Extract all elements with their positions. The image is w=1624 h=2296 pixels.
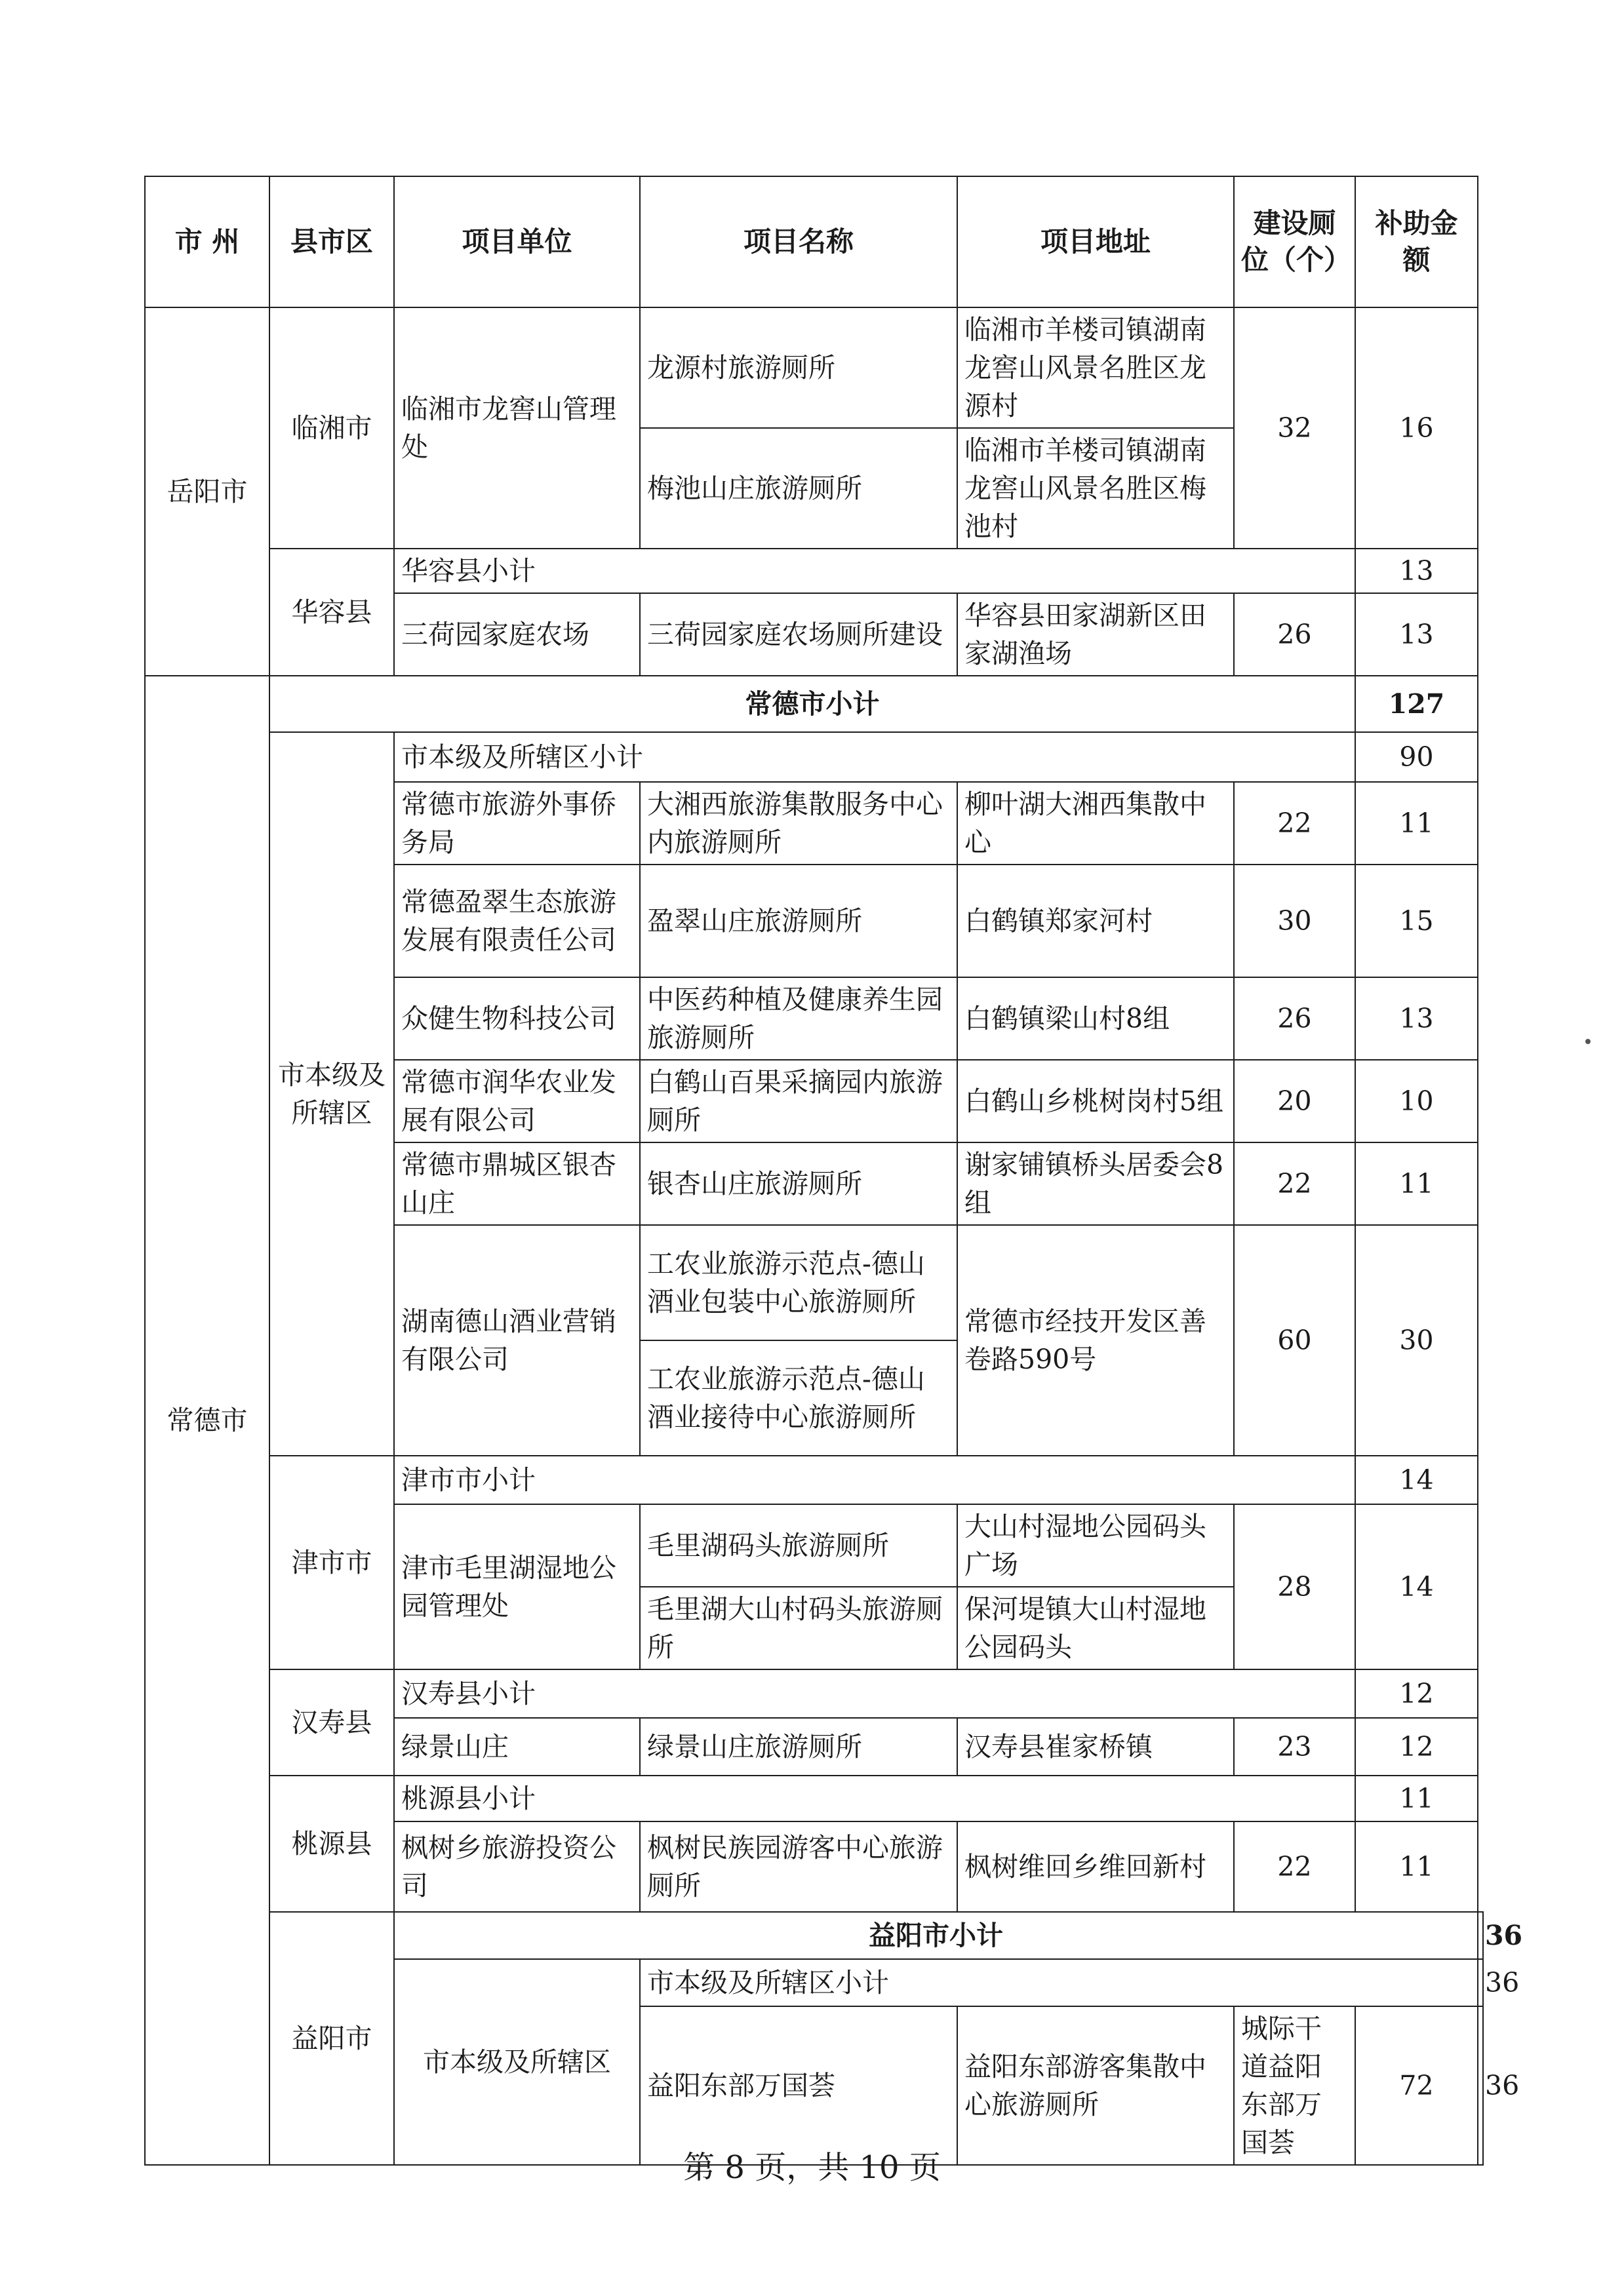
header-amount: 补助金额	[1355, 176, 1478, 307]
page-footer: 第 8 页，共 10 页	[683, 2149, 941, 2186]
subtotal-label: 汉寿县小计	[394, 1669, 1355, 1718]
city-cell: 岳阳市	[145, 307, 269, 676]
county-cell: 华容县	[269, 549, 394, 676]
city-subtotal-label: 常德市小计	[269, 676, 1355, 732]
amount-cell: 16	[1355, 307, 1478, 549]
subtotal-amount: 12	[1355, 1669, 1478, 1718]
unit-cell: 众健生物科技公司	[394, 977, 640, 1060]
unit-cell: 临湘市龙窖山管理处	[394, 307, 640, 549]
amount-cell: 11	[1355, 1821, 1478, 1912]
project-name-cell: 大湘西旅游集散服务中心内旅游厕所	[640, 782, 957, 865]
header-address: 项目地址	[957, 176, 1234, 307]
header-county: 县市区	[269, 176, 394, 307]
subtotal-row	[145, 1456, 1483, 1504]
toilets-cell: 28	[1234, 1504, 1355, 1669]
header-toilets: 建设厕位（个）	[1234, 176, 1355, 307]
address-cell: 白鹤山乡桃树岗村5组	[957, 1060, 1234, 1142]
unit-cell: 三荷园家庭农场	[394, 593, 640, 676]
subtotal-amount: 90	[1355, 732, 1478, 782]
toilets-cell: 23	[1234, 1718, 1355, 1776]
unit-cell: 津市毛里湖湿地公园管理处	[394, 1504, 640, 1669]
county-cell: 桃源县	[269, 1776, 394, 1912]
toilet-subsidy-table	[144, 176, 1523, 2166]
unit-cell: 常德市旅游外事侨务局	[394, 782, 640, 865]
subtotal-row	[145, 549, 1483, 593]
toilets-cell: 26	[1234, 977, 1355, 1060]
toilets-cell: 30	[1234, 865, 1355, 977]
project-name-cell: 银杏山庄旅游厕所	[640, 1142, 957, 1225]
subtotal-amount: 36	[1478, 1959, 1483, 2006]
amount-cell: 10	[1355, 1060, 1478, 1142]
project-name-cell: 盈翠山庄旅游厕所	[640, 865, 957, 977]
subtotal-amount: 13	[1355, 549, 1478, 593]
address-cell: 临湘市羊楼司镇湖南龙窖山风景名胜区梅池村	[957, 428, 1234, 549]
address-cell: 保河堤镇大山村湿地公园码头	[957, 1587, 1234, 1669]
county-cell: 临湘市	[269, 307, 394, 549]
amount-cell: 36	[1478, 2006, 1483, 2165]
county-cell: 汉寿县	[269, 1669, 394, 1776]
address-cell: 华容县田家湖新区田家湖渔场	[957, 593, 1234, 676]
amount-cell: 30	[1355, 1225, 1478, 1456]
toilets-cell: 60	[1234, 1225, 1355, 1456]
address-cell: 白鹤镇郑家河村	[957, 865, 1234, 977]
toilets-cell: 32	[1234, 307, 1355, 549]
subtotal-label: 市本级及所辖区小计	[640, 1959, 1478, 2006]
table-row	[145, 307, 1483, 428]
subtotal-row	[145, 1776, 1483, 1821]
toilets-cell: 26	[1234, 593, 1355, 676]
county-cell: 市本级及所辖区	[269, 732, 394, 1456]
county-cell: 津市市	[269, 1456, 394, 1669]
toilets-cell: 22	[1234, 782, 1355, 865]
unit-cell: 益阳东部万国荟	[640, 2006, 957, 2165]
unit-cell: 常德市润华农业发展有限公司	[394, 1060, 640, 1142]
amount-cell: 15	[1355, 865, 1478, 977]
project-name-cell: 龙源村旅游厕所	[640, 307, 957, 428]
project-name-cell: 三荷园家庭农场厕所建设	[640, 593, 957, 676]
toilets-cell: 22	[1234, 1142, 1355, 1225]
amount-cell: 13	[1355, 977, 1478, 1060]
unit-cell: 常德盈翠生态旅游发展有限责任公司	[394, 865, 640, 977]
project-name-cell: 益阳东部游客集散中心旅游厕所	[957, 2006, 1234, 2165]
subtotal-label: 华容县小计	[394, 549, 1355, 593]
project-name-cell: 毛里湖大山村码头旅游厕所	[640, 1587, 957, 1669]
amount-cell: 13	[1355, 593, 1478, 676]
city-cell: 常德市	[145, 676, 269, 2165]
unit-cell: 枫树乡旅游投资公司	[394, 1821, 640, 1912]
county-cell: 市本级及所辖区	[394, 1959, 640, 2165]
header-row	[145, 176, 1483, 307]
subtotal-label: 市本级及所辖区小计	[394, 732, 1355, 782]
address-cell: 柳叶湖大湘西集散中心	[957, 782, 1234, 865]
header-city: 市 州	[145, 176, 269, 307]
address-cell: 白鹤镇梁山村8组	[957, 977, 1234, 1060]
unit-cell: 常德市鼎城区银杏山庄	[394, 1142, 640, 1225]
subtotal-row	[145, 732, 1483, 782]
address-cell: 城际干道益阳东部万国荟	[1234, 2006, 1355, 2165]
amount-cell: 14	[1355, 1504, 1478, 1669]
address-cell: 谢家铺镇桥头居委会8组	[957, 1142, 1234, 1225]
amount-cell: 11	[1355, 1142, 1478, 1225]
project-name-cell: 枫树民族园游客中心旅游厕所	[640, 1821, 957, 1912]
address-cell: 临湘市羊楼司镇湖南龙窖山风景名胜区龙源村	[957, 307, 1234, 428]
toilets-cell: 20	[1234, 1060, 1355, 1142]
amount-cell: 11	[1355, 782, 1478, 865]
city-subtotal-amount: 36	[1478, 1912, 1483, 1959]
subtotal-label: 津市市小计	[394, 1456, 1355, 1504]
amount-cell: 12	[1355, 1718, 1478, 1776]
subtotal-amount: 11	[1355, 1776, 1478, 1821]
project-name-cell: 绿景山庄旅游厕所	[640, 1718, 957, 1776]
toilets-cell: 72	[1355, 2006, 1478, 2165]
subtotal-label: 桃源县小计	[394, 1776, 1355, 1821]
address-cell: 大山村湿地公园码头广场	[957, 1504, 1234, 1587]
city-subtotal-row	[145, 676, 1483, 732]
city-subtotal-amount: 127	[1355, 676, 1478, 732]
unit-cell: 绿景山庄	[394, 1718, 640, 1776]
scan-speck	[1585, 1039, 1591, 1044]
subtotal-amount: 14	[1355, 1456, 1478, 1504]
project-name-cell: 梅池山庄旅游厕所	[640, 428, 957, 549]
project-name-cell: 工农业旅游示范点-德山酒业包装中心旅游厕所	[640, 1225, 957, 1340]
toilets-cell: 22	[1234, 1821, 1355, 1912]
unit-cell: 湖南德山酒业营销有限公司	[394, 1225, 640, 1456]
project-name-cell: 中医药种植及健康养生园旅游厕所	[640, 977, 957, 1060]
project-name-cell: 工农业旅游示范点-德山酒业接待中心旅游厕所	[640, 1340, 957, 1456]
project-name-cell: 毛里湖码头旅游厕所	[640, 1504, 957, 1587]
address-cell: 常德市经技开发区善卷路590号	[957, 1225, 1234, 1456]
address-cell: 汉寿县崔家桥镇	[957, 1718, 1234, 1776]
city-subtotal-row	[145, 1912, 1483, 1959]
city-subtotal-label: 益阳市小计	[394, 1912, 1478, 1959]
header-project-name: 项目名称	[640, 176, 957, 307]
subtotal-row	[145, 1669, 1483, 1718]
header-unit: 项目单位	[394, 176, 640, 307]
address-cell: 枫树维回乡维回新村	[957, 1821, 1234, 1912]
city-cell: 益阳市	[269, 1912, 394, 2165]
project-name-cell: 白鹤山百果采摘园内旅游厕所	[640, 1060, 957, 1142]
